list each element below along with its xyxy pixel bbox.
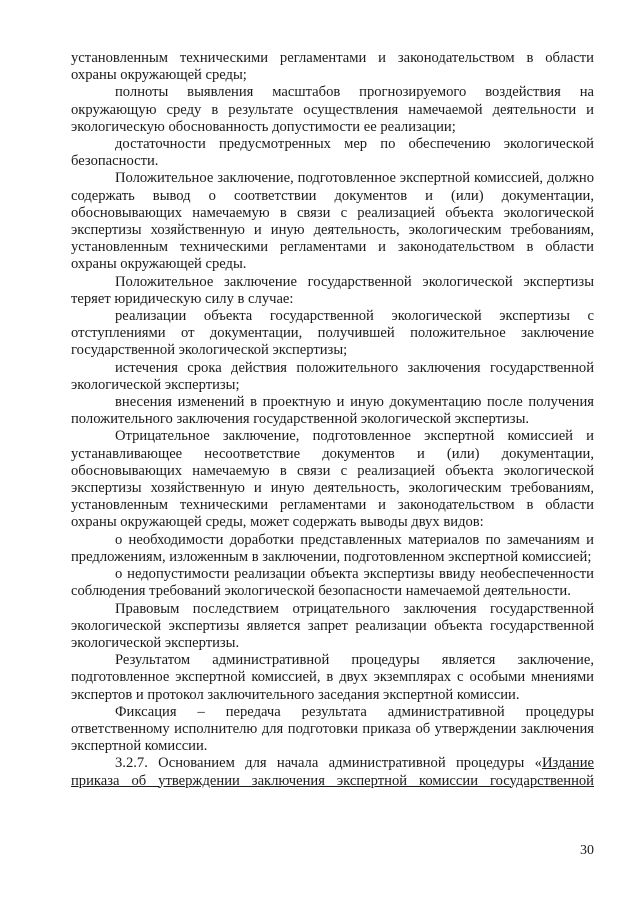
document-page — [71, 50, 594, 790]
paragraph: Результатом административной процедуры является заключение, подготовленное экспертной комиссией, в двух экземплярах с особыми мнениями экспертов и протокол заключительного заседания экспертной комиссии. — [71, 652, 594, 703]
paragraph: о недопустимости реализации объекта экспертизы ввиду необеспеченности соблюдения требований экологической безопасности намечаемой деятельности. — [71, 566, 594, 600]
paragraph: достаточности предусмотренных мер по обеспечению экологической безопасности. — [71, 136, 594, 170]
paragraph: Отрицательное заключение, подготовленное экспертной комиссией и устанавливающее несоответствие документов и (или) документации, обосновывающих намечаемую в связи с реализацией объекта экологической экспертизы хозяйственную и иную деятельность, экологическим требованиям, установленным техническими регламентами и законодательством в области охраны окружающей среды, может содержать выводы двух видов: — [71, 428, 594, 531]
paragraph: истечения срока действия положительного заключения государственной экологической экспертизы; — [71, 359, 594, 393]
paragraph: Правовым последствием отрицательного заключения государственной экологической экспертизы является запрет реализации объекта государственной экологической экспертизы. — [71, 600, 594, 651]
paragraph: полноты выявления масштабов прогнозируемого воздействия на окружающую среду в результате осуществления намечаемой деятельности и экологическую обоснованность допустимости ее реализации; — [71, 84, 594, 135]
paragraph: о необходимости доработки представленных материалов по замечаниям и предложениям, изложенным в заключении, подготовленном экспертной комиссией; — [71, 531, 594, 565]
paragraph: Фиксация – передача результата административной процедуры ответственному исполнителю для подготовки приказа об утверждении заключения экспертной комиссии. — [71, 703, 594, 755]
paragraph: Положительное заключение государственной экологической экспертизы теряет юридическую силу в случае: — [71, 273, 594, 307]
page-number: 30 — [580, 843, 594, 858]
paragraph: Положительное заключение, подготовленное экспертной комиссией, должно содержать вывод о соответствии документов и (или) документации, обосновывающих намечаемую в связи с реализацией объекта экологической экспертизы хозяйственную и иную деятельность, экологическим требованиям, установленным техническими регламентами и законодательством в области охраны окружающей среды. — [71, 170, 594, 273]
paragraph: внесения изменений в проектную и иную документацию после получения положительного заключения государственной экологической экспертизы. — [71, 394, 594, 428]
final-paragraph-lead: 3.2.7. Основанием для начала административной процедуры « — [115, 755, 542, 772]
underlined-procedure-title: Издание приказа об утверждении заключения экспертной комиссии государственной — [71, 755, 594, 789]
paragraph: реализации объекта государственной экологической экспертизы с отступлениями от документации, получившей положительное заключение государственной экологической экспертизы; — [71, 308, 594, 359]
paragraph: установленным техническими регламентами и законодательством в области охраны окружающей среды; — [71, 50, 594, 84]
final-paragraph — [71, 755, 594, 789]
